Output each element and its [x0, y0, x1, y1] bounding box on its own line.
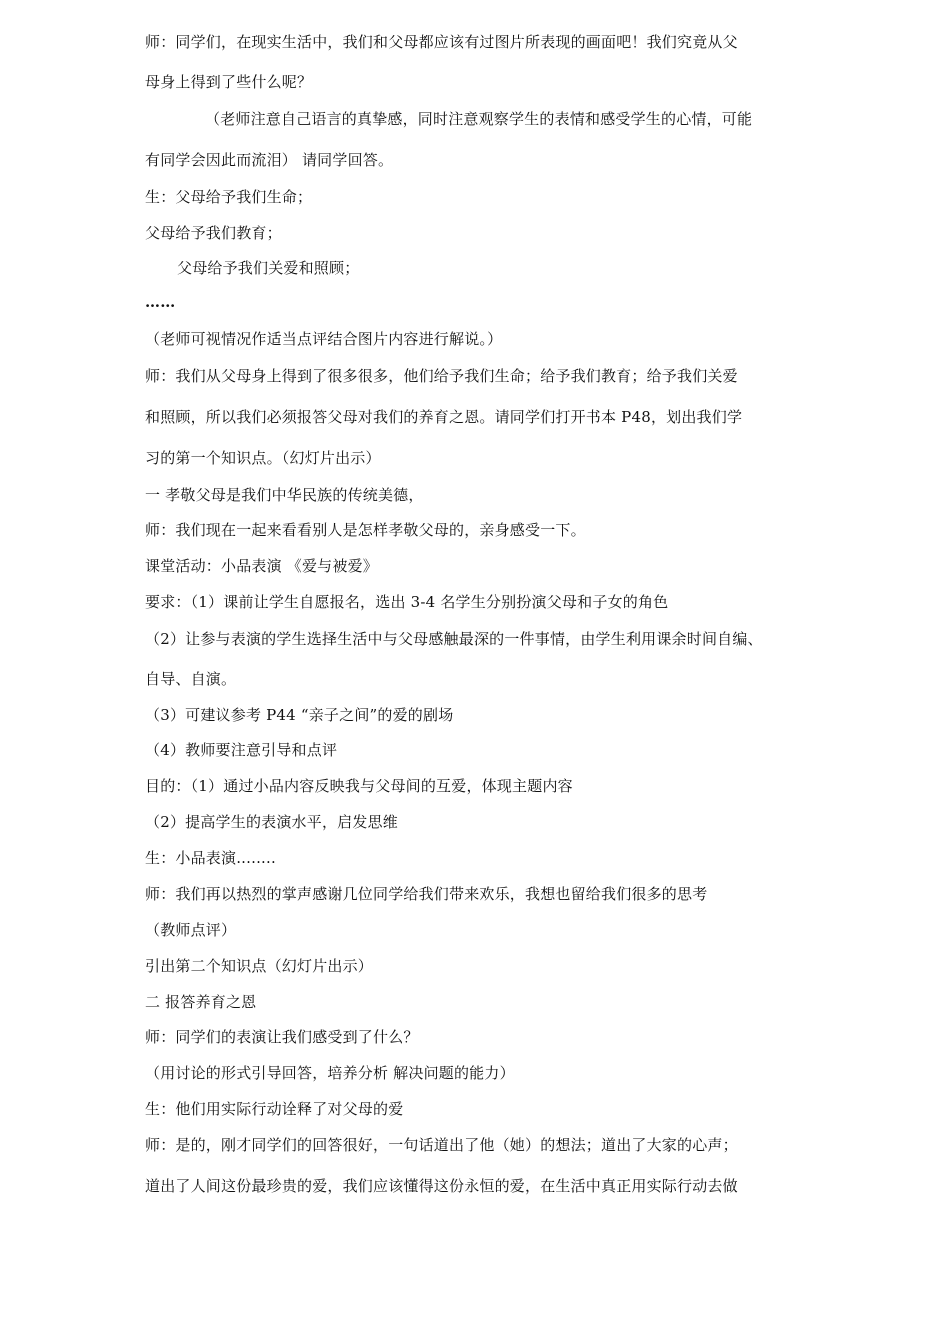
text-line: 师：我们从父母身上得到了很多很多，他们给予我们生命；给予我们教育；给予我们关爱 — [145, 367, 738, 385]
text-line: 有同学会因此而流泪） 请同学回答。 — [145, 151, 394, 169]
text-line: 父母给予我们关爱和照顾； — [177, 259, 360, 277]
text-line: 目的：（1）通过小品内容反映我与父母间的互爱，体现主题内容 — [145, 777, 573, 795]
text-line: 二 报答养育之恩 — [145, 993, 257, 1011]
text-line: （教师点评） — [145, 921, 237, 939]
text-line: （老师注意自己语言的真挚感，同时注意观察学生的表情和感受学生的心情，可能 — [205, 110, 753, 128]
text-line: 要求：（1）课前让学生自愿报名，选出 3-4 名学生分别扮演父母和子女的角色 — [145, 593, 669, 611]
text-line: （用讨论的形式引导回答，培养分析 解决问题的能力） — [145, 1064, 515, 1082]
text-line: （4）教师要注意引导和点评 — [145, 741, 338, 759]
text-line: 引出第二个知识点（幻灯片出示） — [145, 957, 374, 975]
text-line: 生：他们用实际行动诠释了对父母的爱 — [145, 1100, 404, 1118]
text-line: 习的第一个知识点。（幻灯片出示） — [145, 449, 381, 467]
text-line: 师：我们现在一起来看看别人是怎样孝敬父母的，亲身感受一下。 — [145, 521, 586, 539]
text-line: （2）让参与表演的学生选择生活中与父母感触最深的一件事情，由学生利用课余时间自编、 — [145, 630, 763, 648]
text-line: 课堂活动：小品表演 《爱与被爱》 — [145, 557, 378, 575]
text-line: 自导、自演。 — [145, 670, 237, 688]
text-line: 母身上得到了些什么呢？ — [145, 73, 313, 91]
text-line: 生：父母给予我们生命； — [145, 188, 313, 206]
text-line: （2）提高学生的表演水平，启发思维 — [145, 813, 398, 831]
text-line: 一 孝敬父母是我们中华民族的传统美德， — [145, 486, 424, 504]
text-line: 和照顾，所以我们必须报答父母对我们的养育之恩。请同学们打开书本 P48，划出我们学 — [145, 408, 743, 426]
text-line: 师：同学们，在现实生活中，我们和父母都应该有过图片所表现的画面吧！我们究竟从父 — [145, 33, 738, 51]
text-line: 师：是的，刚才同学们的回答很好，一句话道出了他（她）的想法；道出了大家的心声； — [145, 1136, 738, 1154]
text-line: 生：小品表演........ — [145, 849, 276, 867]
text-line: （3）可建议参考 P44 “亲子之间”的爱的剧场 — [145, 706, 454, 724]
text-line: 道出了人间这份最珍贵的爱，我们应该懂得这份永恒的爱，在生活中真正用实际行动去做 — [145, 1177, 738, 1195]
text-line: 师：我们再以热烈的掌声感谢几位同学给我们带来欢乐，我想也留给我们很多的思考 — [145, 885, 708, 903]
text-line: 父母给予我们教育； — [145, 224, 282, 242]
text-line: 师：同学们的表演让我们感受到了什么？ — [145, 1028, 419, 1046]
text-line: （老师可视情况作适当点评结合图片内容进行解说。） — [145, 330, 503, 348]
text-line: …… — [145, 293, 176, 311]
